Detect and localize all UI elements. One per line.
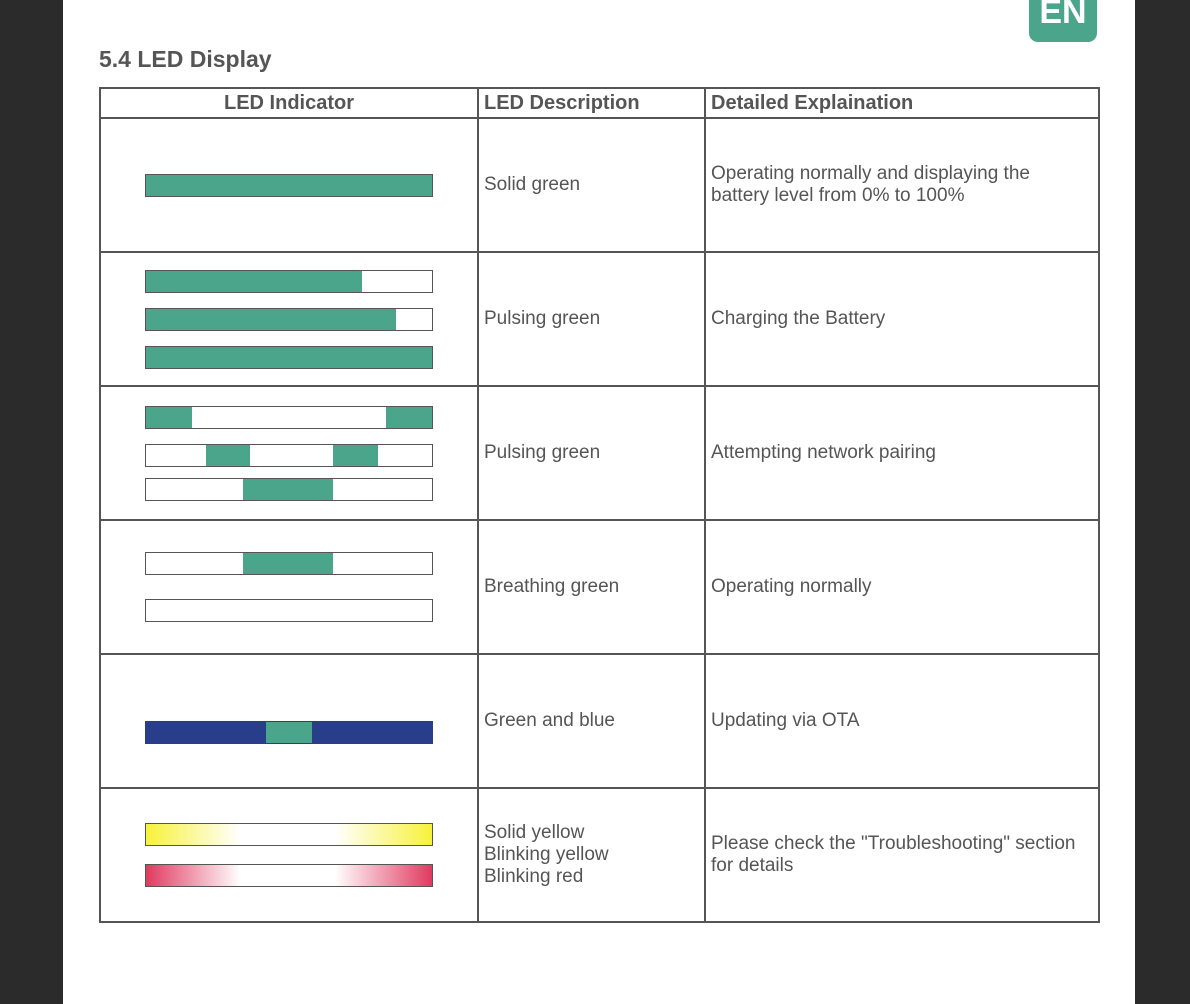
led-description-cell (478, 654, 705, 788)
led-explanation-line: Updating via OTA (711, 710, 860, 731)
led-description-cell (478, 788, 705, 922)
led-explanation-cell (705, 252, 1099, 386)
led-indicator-ota (101, 699, 477, 744)
led-explanation-line: battery level from 0% to 100% (711, 185, 965, 206)
table-row (100, 386, 1099, 520)
led-bar (145, 864, 433, 887)
led-segment-green (206, 445, 250, 466)
led-indicator-warning (101, 823, 477, 887)
led-segment-green (243, 479, 333, 500)
led-indicator-cell (100, 788, 478, 922)
led-indicator-cell (100, 252, 478, 386)
led-segment-blue (312, 722, 432, 743)
led-explanation-cell (705, 520, 1099, 654)
led-bar (145, 552, 433, 575)
table-row (100, 520, 1099, 654)
led-bar (145, 406, 433, 429)
led-bar (145, 308, 433, 331)
led-explanation-cell (705, 654, 1099, 788)
led-segment-green (146, 407, 192, 428)
led-explanation-line: Charging the Battery (711, 308, 886, 329)
led-segment-green (333, 445, 377, 466)
led-bar (145, 721, 433, 744)
led-description: Solid yellow (484, 822, 585, 843)
manual-page (63, 0, 1135, 1004)
table-header-row (100, 88, 1099, 118)
led-bar (145, 270, 433, 293)
led-indicator-cell (100, 386, 478, 520)
led-indicator-cell (100, 520, 478, 654)
led-segment-green (266, 722, 312, 743)
led-explanation-cell (705, 386, 1099, 520)
led-bar (145, 823, 433, 846)
led-explanation-line: for details (711, 855, 794, 876)
led-indicator-breathing (101, 552, 477, 622)
led-segment-yellow (146, 824, 432, 845)
led-description-cell (478, 520, 705, 654)
table-row (100, 118, 1099, 252)
table-row (100, 654, 1099, 788)
led-segment-green (146, 271, 362, 292)
led-indicator-cell (100, 118, 478, 252)
led-description: Pulsing green (484, 442, 601, 463)
led-segment-red (146, 865, 432, 886)
led-description: Pulsing green (484, 308, 601, 329)
led-description-cell (478, 118, 705, 252)
led-bar (145, 599, 433, 622)
led-description: Breathing green (484, 576, 620, 597)
column-header-led-indicator: LED Indicator (100, 88, 478, 118)
led-indicator-pairing (101, 406, 477, 501)
led-bar (145, 444, 433, 467)
column-header-detailed-explanation: Detailed Explaination (705, 88, 1099, 118)
led-explanation-cell (705, 118, 1099, 252)
led-bar (145, 478, 433, 501)
led-segment-green (146, 347, 432, 368)
led-segment-green (243, 553, 333, 574)
led-indicator-charging (101, 270, 477, 369)
led-segment-green (146, 309, 396, 330)
led-segment-blue (146, 722, 266, 743)
led-explanation-line: Operating normally and displaying the (711, 163, 1030, 184)
table-row (100, 788, 1099, 922)
led-description: Blinking yellow (484, 844, 609, 865)
column-header-led-description: LED Description (478, 88, 705, 118)
led-segment-green (386, 407, 432, 428)
led-segment-green (146, 175, 432, 196)
table-row (100, 252, 1099, 386)
led-description-cell (478, 252, 705, 386)
led-table (99, 87, 1100, 923)
led-indicator-cell (100, 654, 478, 788)
led-explanation-line: Operating normally (711, 576, 872, 597)
language-badge: EN (1029, 0, 1097, 42)
led-explanation-cell (705, 788, 1099, 922)
section-title: 5.4 LED Display (99, 46, 272, 72)
led-indicator-solid-green (101, 174, 477, 197)
led-explanation-line: Attempting network pairing (711, 442, 936, 463)
led-bar (145, 174, 433, 197)
led-description: Blinking red (484, 866, 584, 887)
led-description: Green and blue (484, 710, 615, 731)
led-description-cell (478, 386, 705, 520)
led-explanation-line: Please check the "Troubleshooting" section (711, 833, 1076, 854)
led-description: Solid green (484, 174, 581, 195)
led-bar (145, 346, 433, 369)
